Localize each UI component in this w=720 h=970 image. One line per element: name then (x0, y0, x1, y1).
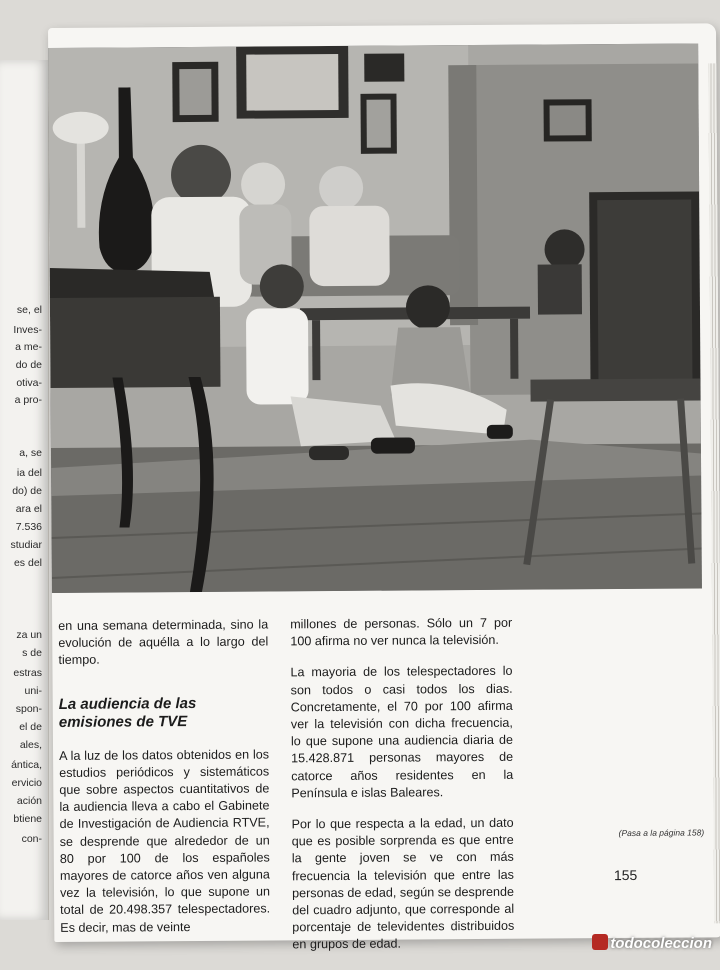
section-heading: La audiencia de las emisiones de TVE (58, 694, 197, 731)
paragraph-daily-audience: La mayoria de los telespectadores lo son todos o casi todos los dias. Concretamente, el 70 por 100 afirma ver la televisión con dicha frecuencia, lo que supone una audiencia diaria de 15.428.871 personas mayores de catorce años residentes en la Península e islas Baleares. (290, 664, 514, 801)
paragraph-audience-data: A la luz de los datos obtenidos en los estudios periódicos y sistemáticos que sobre aspectos cuantitativos de la audiencia lleva a cabo el Gabinete de Investigación de Audiencia RTVE, se desprende que alrededor de un 80 por 100 de los españoles mayores de catorce años ven alguna vez la televisión, lo que supone un total de 20.498.357 telespectadores. Es decir, mas de veinte (59, 747, 271, 935)
page-number: 155 (613, 866, 638, 884)
left-page-fragment: Inves- (13, 324, 42, 336)
left-page-fragment: a me- (15, 341, 42, 353)
continued-note: (Pasa a la página 158) (618, 827, 705, 839)
left-page-fragment: za un (16, 629, 42, 641)
left-page-fragment: do) de (12, 485, 42, 497)
left-page-fragment: ántica, (11, 759, 42, 771)
left-page-fragment: ara el (15, 503, 42, 515)
left-page-fragment: el de (19, 721, 42, 733)
watermark (592, 934, 712, 952)
left-page-fragment: ación (16, 795, 42, 807)
left-page-fragment: ia del (16, 467, 42, 479)
left-page-fragment: a, se (19, 447, 42, 459)
left-page-fragment: spon- (15, 703, 42, 715)
left-page-fragment: do de (15, 359, 42, 371)
article-column-left (58, 616, 270, 950)
left-page-fragment: a pro- (14, 394, 42, 406)
left-page-fragment: uni- (24, 685, 42, 697)
left-page-fragment: con- (21, 833, 42, 845)
watermark-text: todocoleccion (610, 935, 712, 952)
page-edges (708, 63, 720, 923)
article-column-right (290, 615, 514, 968)
paragraph-age: Por lo que respecta a la edad, un dato que es posible sorprenda es que entre la gente joven se ve con más frecuencia la televisión que entre las personas de edad, según se desprende del cuadro adjunto, que corresponde al porcentaje de televidentes distribuidos en grupos de edad. (291, 815, 515, 952)
left-page-fragment: btiene (13, 813, 42, 825)
left-page (0, 60, 49, 920)
left-page-fragment: ervicio (11, 777, 42, 789)
watermark-logo-icon (592, 934, 608, 950)
family-watching-tv-photo (48, 43, 702, 593)
paragraph-continuation: en una semana determinada, sino la evolución de aquélla a lo largo del tiempo. (58, 617, 269, 668)
left-page-fragment: estras (13, 667, 42, 679)
left-page-fragment: se, el (16, 304, 42, 316)
left-page-fragment: s de (22, 647, 42, 659)
left-page-fragment: studiar (10, 539, 42, 551)
left-page-fragment: 7.536 (15, 521, 42, 533)
paragraph-millions: millones de personas. Sólo un 7 por 100 afirma no ver nunca la televisión. (290, 615, 513, 649)
left-page-fragment: ales, (19, 739, 42, 751)
left-page-fragment: otiva- (16, 377, 42, 389)
left-page-fragment: es del (13, 557, 42, 569)
